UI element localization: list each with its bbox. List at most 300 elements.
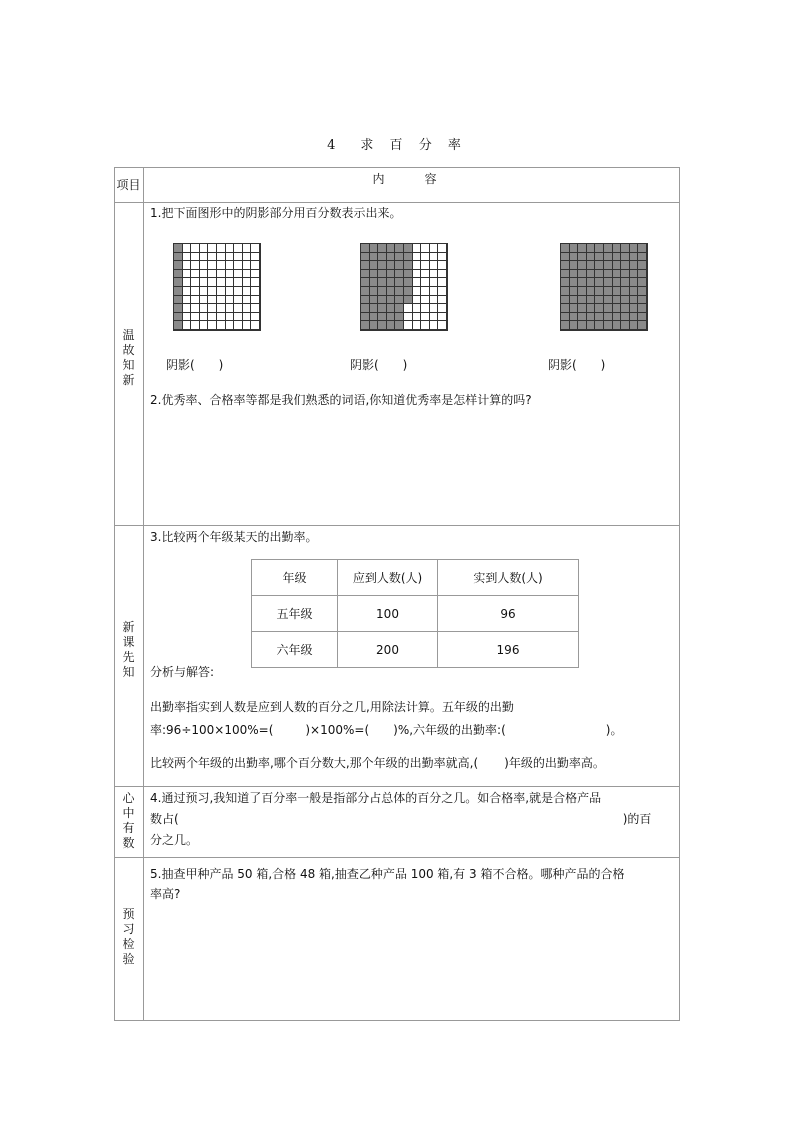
grid-cell [243, 313, 252, 322]
row-divider [114, 786, 680, 787]
grid-cell [587, 304, 596, 313]
grid-cell [378, 296, 387, 305]
grid-cell [578, 296, 587, 305]
grid-cell [183, 313, 192, 322]
analysis-line-3: 比较两个年级的出勤率,哪个百分数大,那个年级的出勤率就高,( )年级的出勤率高。 [150, 756, 605, 770]
grid-cell [638, 321, 647, 330]
grid-cell [638, 313, 647, 322]
grid-cell [561, 278, 570, 287]
header-item: 项目 [116, 178, 141, 192]
grid-cell [191, 261, 200, 270]
grid-cell [370, 304, 379, 313]
grid-cell [370, 270, 379, 279]
grid-cell [438, 244, 447, 253]
grid-cell [421, 321, 430, 330]
grid-cell [587, 261, 596, 270]
grid-cell [638, 296, 647, 305]
grid-cell [630, 287, 639, 296]
grid-cell [595, 244, 604, 253]
grid-cell [421, 278, 430, 287]
grid-cell [595, 253, 604, 262]
grid-cell [630, 304, 639, 313]
grid-cell [630, 261, 639, 270]
grid-cell [413, 278, 422, 287]
grid-cell [630, 244, 639, 253]
row-divider [114, 202, 680, 203]
question-4-line-1: 4.通过预习,我知道了百分率一般是指部分占总体的百分之几。如合格率,就是合格产品 [150, 791, 602, 805]
grid-cell [570, 261, 579, 270]
grid-cell [578, 253, 587, 262]
grid-cell [578, 287, 587, 296]
grid-cell [621, 270, 630, 279]
grid-cell [438, 304, 447, 313]
question-5-line-2: 率高? [150, 887, 181, 901]
grid-cell [430, 296, 439, 305]
grid-cell [200, 296, 209, 305]
grid-cell [361, 296, 370, 305]
grid-cell [191, 270, 200, 279]
grid-cell [421, 270, 430, 279]
grid-cell [234, 253, 243, 262]
grid-cell [404, 296, 413, 305]
grid-cell [387, 321, 396, 330]
grid-cell [395, 304, 404, 313]
grid-cell [243, 287, 252, 296]
grid-cell [570, 278, 579, 287]
grid-cell [595, 304, 604, 313]
grid-cell [430, 244, 439, 253]
grid-cell [421, 313, 430, 322]
grid-cell [370, 287, 379, 296]
grid-cell [387, 244, 396, 253]
grid-cell [208, 270, 217, 279]
grid-cell [183, 278, 192, 287]
table-header-row [252, 560, 579, 596]
grid-cell [234, 313, 243, 322]
grid-cell [561, 321, 570, 330]
grid-cell [595, 313, 604, 322]
grid-cell [234, 244, 243, 253]
grid-cell [438, 321, 447, 330]
grid-cell [578, 270, 587, 279]
grid-cell [430, 313, 439, 322]
grid-cell [387, 261, 396, 270]
grid-cell [587, 244, 596, 253]
row-divider [114, 525, 680, 526]
grid-cell [578, 278, 587, 287]
grid-cell [387, 313, 396, 322]
grid-cell [630, 296, 639, 305]
grid-cell [226, 321, 235, 330]
grid-cell [595, 287, 604, 296]
grid-cell [378, 313, 387, 322]
table-header: 实到人数(人) [438, 560, 579, 596]
grid-cell [621, 253, 630, 262]
grid-cell [613, 253, 622, 262]
grid-cell [395, 313, 404, 322]
grid-cell [208, 278, 217, 287]
grid-cell [570, 244, 579, 253]
grid-cell [630, 321, 639, 330]
grid-cell [421, 296, 430, 305]
grid-cell [604, 253, 613, 262]
grid-cell [378, 278, 387, 287]
analysis-label: 分析与解答: [150, 665, 215, 679]
grid-cell [370, 296, 379, 305]
grid-cell [208, 287, 217, 296]
grid-cell [413, 313, 422, 322]
grid-cell [208, 321, 217, 330]
grid-cell [413, 261, 422, 270]
grid-cell [438, 313, 447, 322]
grid-cell [251, 296, 260, 305]
table-cell: 200 [338, 632, 438, 668]
grid-cell [217, 261, 226, 270]
grid-cell [370, 321, 379, 330]
grid-cell [174, 304, 183, 313]
grid-cell [630, 253, 639, 262]
grid-cell [438, 270, 447, 279]
grid-cell [208, 244, 217, 253]
grid-cell [561, 244, 570, 253]
grid-cell [226, 304, 235, 313]
grid-cell [621, 261, 630, 270]
grid-cell [587, 270, 596, 279]
grid-cell [621, 313, 630, 322]
grid-cell [430, 321, 439, 330]
grid-cell [561, 313, 570, 322]
grid-cell [587, 321, 596, 330]
grid-cell [370, 253, 379, 262]
grid-cell [200, 321, 209, 330]
grid-cell [243, 253, 252, 262]
grid-cell [613, 278, 622, 287]
grid-cell [595, 278, 604, 287]
grid-cell [251, 253, 260, 262]
grid-cell [200, 313, 209, 322]
grid-cell [613, 296, 622, 305]
grid-cell [638, 304, 647, 313]
grid-cell [413, 287, 422, 296]
grid-cell [183, 287, 192, 296]
grid-cell [387, 296, 396, 305]
grid-cell [561, 304, 570, 313]
grid-cell [217, 278, 226, 287]
column-divider [143, 167, 144, 1021]
grid-cell [387, 287, 396, 296]
grid-cell [638, 261, 647, 270]
grid-cell [370, 261, 379, 270]
grid-cell [561, 270, 570, 279]
grid-cell [595, 270, 604, 279]
grid-cell [174, 313, 183, 322]
grid-cell [243, 304, 252, 313]
grid-cell [183, 296, 192, 305]
grid-cell [604, 270, 613, 279]
grid-cell [174, 261, 183, 270]
question-3: 3.比较两个年级某天的出勤率。 [150, 530, 318, 544]
grid-cell [587, 278, 596, 287]
section-label-new: 新 课 先 知 [122, 620, 135, 679]
grid-cell [595, 321, 604, 330]
grid-cell [217, 321, 226, 330]
grid-cell [395, 296, 404, 305]
grid-cell [587, 296, 596, 305]
grid-cell [191, 287, 200, 296]
grid-cell [430, 261, 439, 270]
grid-cell [621, 321, 630, 330]
grid-cell [595, 261, 604, 270]
grid-cell [200, 304, 209, 313]
grid-cell [404, 313, 413, 322]
grid-cell [621, 244, 630, 253]
grid-cell [621, 304, 630, 313]
grid-cell [243, 321, 252, 330]
grid-cell [604, 278, 613, 287]
grid-cell [561, 261, 570, 270]
grid-cell [578, 244, 587, 253]
attendance-table [251, 559, 579, 668]
grid-cell [404, 321, 413, 330]
grid-cell [621, 287, 630, 296]
grid-cell [395, 321, 404, 330]
grid-cell [413, 296, 422, 305]
grid-cell [251, 287, 260, 296]
grid-cell [613, 270, 622, 279]
grid-cell [430, 253, 439, 262]
grid-cell [621, 278, 630, 287]
grid-cell [208, 304, 217, 313]
grid-cell [174, 244, 183, 253]
grid-cell [217, 296, 226, 305]
grid-cell [395, 244, 404, 253]
grid-cell [191, 304, 200, 313]
header-content: 内 容 [372, 172, 451, 186]
grid-cell [183, 321, 192, 330]
grid-cell [604, 321, 613, 330]
grid-cell [243, 270, 252, 279]
grid-cell [200, 253, 209, 262]
shade-answer-1[interactable]: 阴影( ) [166, 358, 224, 372]
grid-cell [638, 253, 647, 262]
grid-cell [613, 321, 622, 330]
question-2: 2.优秀率、合格率等都是我们熟悉的词语,你知道优秀率是怎样计算的吗? [150, 393, 532, 407]
grid-cell [234, 287, 243, 296]
grid-cell [361, 287, 370, 296]
grid-cell [604, 287, 613, 296]
grid-cell [361, 313, 370, 322]
grid-cell [387, 270, 396, 279]
grid-cell [361, 304, 370, 313]
grid-cell [421, 253, 430, 262]
grid-cell [638, 278, 647, 287]
row-divider [114, 857, 680, 858]
grid-cell [578, 321, 587, 330]
table-cell: 196 [438, 632, 579, 668]
shade-answer-2[interactable]: 阴影( ) [350, 358, 408, 372]
grid-cell [395, 270, 404, 279]
grid-cell [438, 296, 447, 305]
grid-cell [234, 270, 243, 279]
grid-cell [395, 287, 404, 296]
grid-cell [174, 321, 183, 330]
grid-cell [183, 304, 192, 313]
grid-cell [226, 313, 235, 322]
grid-cell [251, 304, 260, 313]
grid-cell [604, 261, 613, 270]
grid-cell [361, 261, 370, 270]
grid-cell [378, 304, 387, 313]
grid-cell [217, 304, 226, 313]
grid-cell [191, 296, 200, 305]
grid-cell [183, 253, 192, 262]
question-4-line-3: 分之几。 [150, 833, 199, 847]
grid-cell [438, 253, 447, 262]
grid-cell [361, 270, 370, 279]
grid-cell [638, 287, 647, 296]
grid-cell [251, 321, 260, 330]
table-header: 应到人数(人) [338, 560, 438, 596]
grid-cell [404, 270, 413, 279]
shade-answer-3[interactable]: 阴影( ) [548, 358, 606, 372]
analysis-line-2: 率:96÷100×100%=( )×100%=( )%,六年级的出勤率:( )。 [150, 723, 623, 737]
grid-cell [387, 253, 396, 262]
grid-cell [413, 304, 422, 313]
grid-cell [174, 278, 183, 287]
grid-cell [421, 304, 430, 313]
question-5-line-1: 5.抽查甲种产品 50 箱,合格 48 箱,抽查乙种产品 100 箱,有 3 箱不合格。哪种产品的合格 [150, 867, 625, 881]
grid-cell [378, 270, 387, 279]
grid-cell [361, 321, 370, 330]
grid-cell [404, 261, 413, 270]
grid-cell [217, 253, 226, 262]
grid-cell [217, 270, 226, 279]
grid-cell [226, 270, 235, 279]
grid-cell [378, 244, 387, 253]
grid-cell [183, 244, 192, 253]
grid-cell [208, 296, 217, 305]
grid-cell [226, 287, 235, 296]
table-cell: 100 [338, 596, 438, 632]
grid-cell [570, 313, 579, 322]
grid-cell [243, 261, 252, 270]
grid-cell [251, 244, 260, 253]
grid-cell [217, 287, 226, 296]
grid-cell [174, 296, 183, 305]
grid-cell [561, 296, 570, 305]
grid-cell [200, 270, 209, 279]
hundred-grid-2 [360, 243, 448, 331]
grid-cell [613, 287, 622, 296]
grid-cell [413, 321, 422, 330]
grid-cell [243, 296, 252, 305]
grid-cell [630, 313, 639, 322]
grid-cell [251, 313, 260, 322]
grid-cell [378, 321, 387, 330]
grid-cell [243, 244, 252, 253]
grid-cell [234, 261, 243, 270]
grid-cell [404, 278, 413, 287]
grid-cell [200, 244, 209, 253]
grid-cell [404, 287, 413, 296]
grid-cell [183, 270, 192, 279]
grid-cell [595, 296, 604, 305]
grid-cell [570, 296, 579, 305]
grid-cell [234, 304, 243, 313]
grid-cell [604, 304, 613, 313]
grid-cell [570, 253, 579, 262]
table-row [252, 596, 579, 632]
grid-cell [604, 313, 613, 322]
grid-cell [421, 287, 430, 296]
grid-cell [430, 287, 439, 296]
grid-cell [570, 321, 579, 330]
grid-cell [613, 244, 622, 253]
grid-cell [361, 278, 370, 287]
grid-cell [378, 253, 387, 262]
grid-cell [174, 287, 183, 296]
grid-cell [183, 261, 192, 270]
grid-cell [226, 261, 235, 270]
grid-cell [234, 296, 243, 305]
grid-cell [191, 244, 200, 253]
grid-cell [570, 270, 579, 279]
grid-cell [217, 313, 226, 322]
grid-cell [370, 313, 379, 322]
table-row [252, 632, 579, 668]
grid-cell [578, 304, 587, 313]
table-cell: 六年级 [252, 632, 338, 668]
grid-cell [638, 270, 647, 279]
grid-cell [200, 278, 209, 287]
grid-cell [421, 244, 430, 253]
question-1: 1.把下面图形中的阴影部分用百分数表示出来。 [150, 206, 402, 220]
grid-cell [200, 287, 209, 296]
grid-cell [578, 261, 587, 270]
grid-cell [251, 270, 260, 279]
grid-cell [378, 261, 387, 270]
grid-cell [438, 287, 447, 296]
section-label-check: 预 习 检 验 [122, 907, 135, 966]
grid-cell [226, 278, 235, 287]
grid-cell [413, 270, 422, 279]
grid-cell [395, 261, 404, 270]
grid-cell [430, 270, 439, 279]
grid-cell [413, 253, 422, 262]
grid-cell [226, 244, 235, 253]
grid-cell [587, 313, 596, 322]
hundred-grid-3 [560, 243, 648, 331]
grid-cell [630, 278, 639, 287]
grid-cell [421, 261, 430, 270]
grid-cell [438, 278, 447, 287]
grid-cell [404, 253, 413, 262]
grid-cell [570, 304, 579, 313]
section-label-review: 温 故 知 新 [122, 328, 135, 387]
grid-cell [395, 278, 404, 287]
grid-cell [191, 253, 200, 262]
question-4-line-2: 数占( )的百 [150, 812, 652, 826]
grid-cell [226, 296, 235, 305]
grid-cell [621, 296, 630, 305]
grid-cell [613, 304, 622, 313]
table-cell: 五年级 [252, 596, 338, 632]
grid-cell [604, 244, 613, 253]
grid-cell [438, 261, 447, 270]
grid-cell [430, 278, 439, 287]
grid-cell [191, 321, 200, 330]
grid-cell [570, 287, 579, 296]
